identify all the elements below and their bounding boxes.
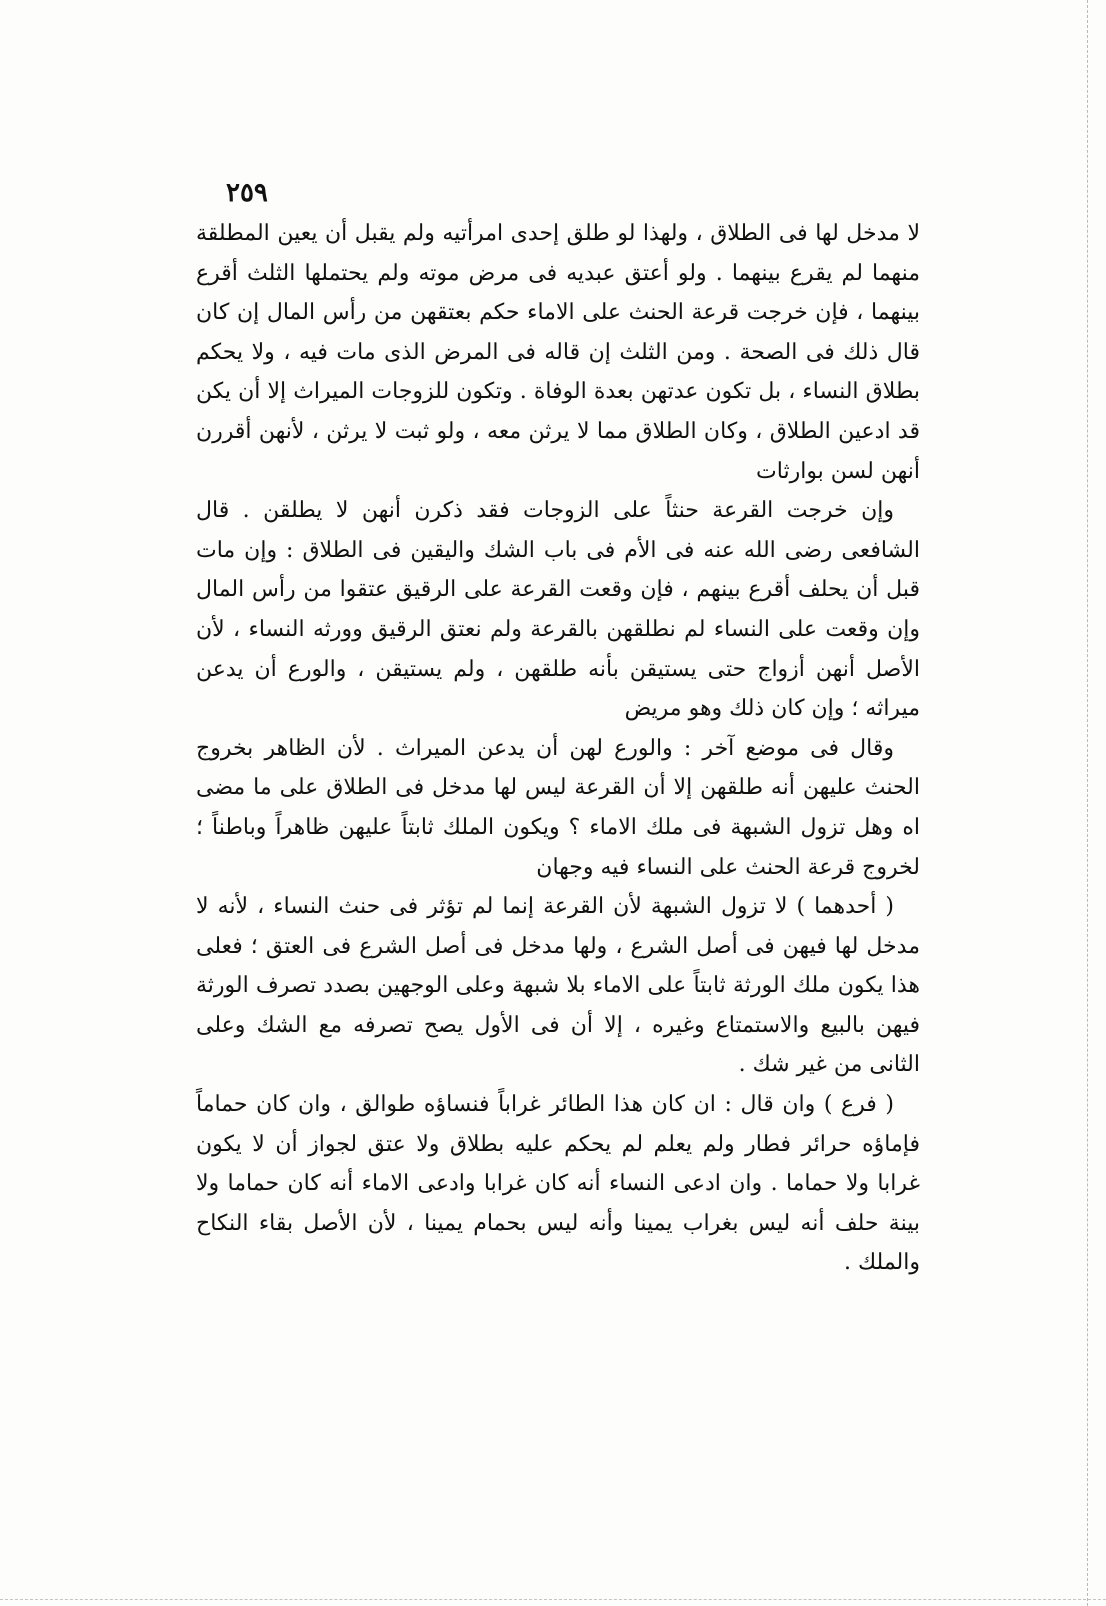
body-text [196,214,920,1283]
paragraph: ( أحدهما ) لا تزول الشبهة لأن القرعة إنما لم تؤثر فى حنث النساء ، لأنه لا مدخل لها فيهن فى أصل الشرع ، ولها مدخل فى أصل الشرع فى العتق ؛ فعلى هذا يكون ملك الورثة ثابتاً على الاماء بلا شبهة وعلى الوجهين بصدد تصرف الورثة فيهن بالبيع والاستمتاع وغيره ، إلا أن فى الأول يصح تصرفه مع الشك وعلى الثانى من غير شك . [196,894,920,1078]
page-bottom-edge [0,1599,1106,1600]
paragraph: وإن خرجت القرعة حنثاً على الزوجات فقد ذكرن أنهن لا يطلقن . قال الشافعى رضى الله عنه فى الأم فى باب الشك واليقين فى الطلاق : وإن مات قبل أن يحلف أقرع بينهم ، فإن وقعت القرعة على الرقيق عتقوا من رأس المال وإن وقعت على النساء لم نطلقهن بالقرعة ولم نعتق الرقيق وورثه النساء ، لأن الأصل أنهن أزواج حتى يستيقن بأنه طلقهن ، ولم يستيقن ، والورع أن يدعن ميراثه ؛ وإن كان ذلك وهو مريض [196,498,920,722]
paragraph: وقال فى موضع آخر : والورع لهن أن يدعن الميراث . لأن الظاهر بخروج الحنث عليهن أنه طلقهن إلا أن القرعة ليس لها مدخل فى الطلاق على ما مضى اه وهل تزول الشبهة فى ملك الاماء ؟ ويكون الملك ثابتاً عليهن ظاهراً وباطناً ؛ لخروج قرعة الحنث على النساء فيه وجهان [196,735,920,880]
paragraph: ( فرع ) وان قال : ان كان هذا الطائر غراباً فنساؤه طوالق ، وان كان حماماً فإماؤه حرائر فطار ولم يعلم لم يحكم عليه بطلاق ولا عتق لجواز أن لا يكون غرابا ولا حماما . وان ادعى النساء أنه كان غرابا وادعى الاماء أنه كان حماما ولا بينة حلف أنه ليس بغراب يمينا وأنه ليس بحمام يمينا ، لأن الأصل بقاء النكاح والملك . [196,1092,920,1276]
paragraph: لا مدخل لها فى الطلاق ، ولهذا لو طلق إحدى امرأتيه ولم يقبل أن يعين المطلقة منهما لم يقرع بينهما . ولو أعتق عبديه فى مرض موته ولم يحتملها الثلث أقرع بينهما ، فإن خرجت قرعة الحنث على الاماء حكم بعتقهن من رأس المال إن كان قال ذلك فى الصحة . ومن الثلث إن قاله فى المرض الذى مات فيه ، ولا يحكم بطلاق النساء ، بل تكون عدتهن بعدة الوفاة . وتكون للزوجات الميراث إلا أن يكن قد ادعين الطلاق ، وكان الطلاق مما لا يرثن معه ، ولو ثبت لا يرثن ، لأنهن أقررن أنهن لسن بوارثات [196,221,920,484]
page-number: ٢٥٩ [226,178,268,208]
page-right-edge [1086,0,1088,1606]
